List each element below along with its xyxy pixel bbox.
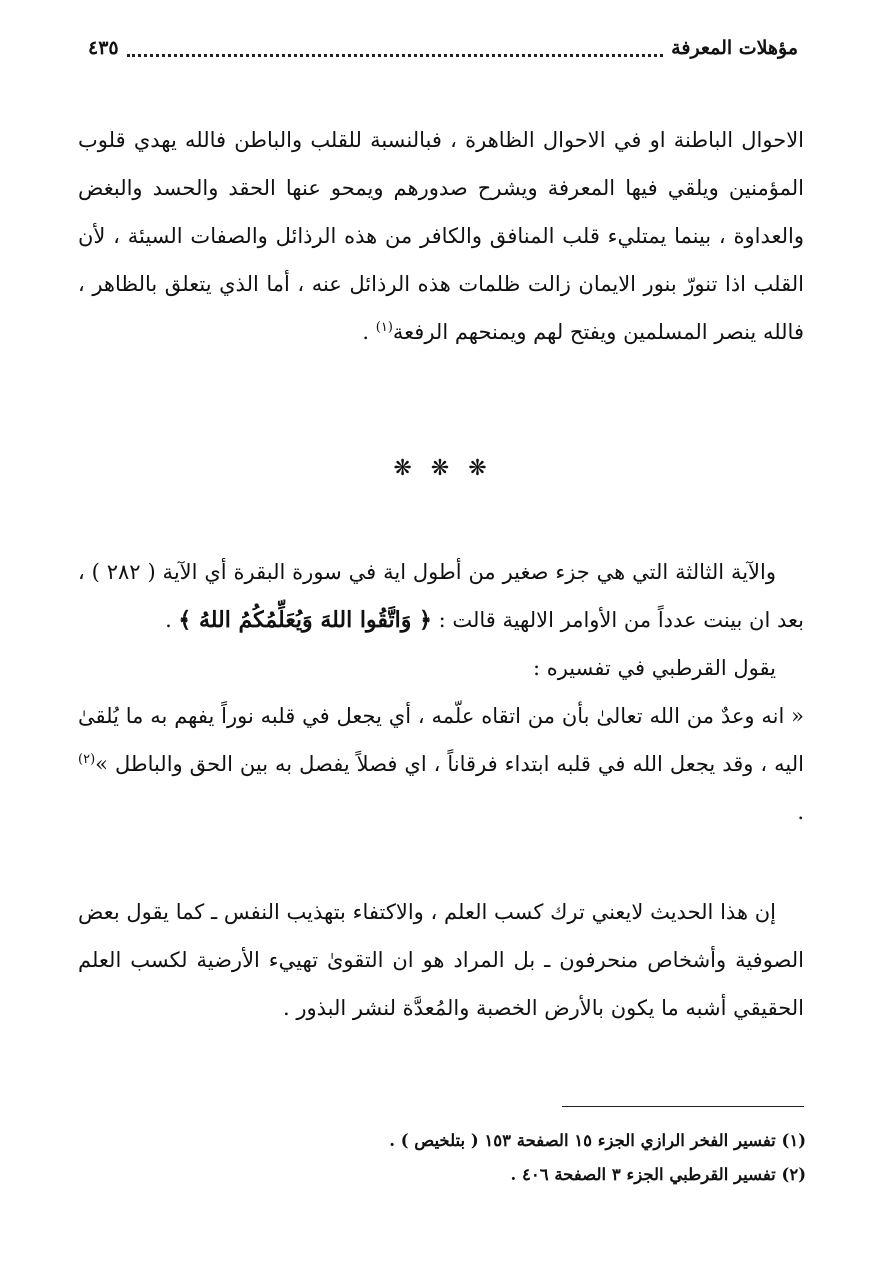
paragraph-2-text: والآية الثالثة التي هي جزء صغير من أطول اية في سورة البقرة أي الآية ( ٢٨٢ ) ، بعد ان بينت عدداً من الأوامر الالهية قالت : xyxy=(78,560,804,632)
leader-dots xyxy=(127,44,664,57)
quran-verse: ﴿ وَاتَّقُوا اللهَ وَيُعَلِّمُكُمُ اللهُ ﴾ xyxy=(178,607,432,633)
paragraph-4-text: إن هذا الحديث لايعني ترك كسب العلم ، والاكتفاء بتهذيب النفس ـ كما يقول بعض الصوفية وأشخاص منحرفون ـ بل المراد هو ان التقوىٰ تهييء الأرضية لكسب العلم الحقيقي أشبه ما يكون بالأرض الخصبة والمُعدَّة لنشر البذور . xyxy=(78,900,804,1020)
paragraph-2 xyxy=(78,548,804,836)
paragraph-1 xyxy=(78,116,804,356)
footnotes xyxy=(100,1124,806,1192)
footnote-rule xyxy=(562,1106,804,1107)
section-separator: ❋ ❋ ❋ xyxy=(393,456,493,481)
footnote-2: (٢) تفسير القرطبي الجزء ٣ الصفحة ٤٠٦ . xyxy=(510,1165,806,1184)
paragraph-3: يقول القرطبي في تفسيره : xyxy=(532,656,776,680)
quote-end: . xyxy=(797,800,804,824)
page-number: ٤٣٥ xyxy=(88,37,119,59)
paragraph-1-end: . xyxy=(362,320,376,344)
running-header xyxy=(88,30,798,66)
footnote-ref-1: (١) xyxy=(375,320,393,335)
footnote-1: (١) تفسير الفخر الرازي الجزء ١٥ الصفحة ١٥٣ ( بتلخيص ) . xyxy=(389,1131,806,1150)
qurtubi-quote: « انه وعدٌ من الله تعالىٰ بأن من اتقاه علّمه ، أي يجعل في قلبه نوراً يفهم به ما يُلقىٰ اليه ، وقد يجعل الله في قلبه ابتداء فرقاناً ، اي فصلاً يفصل به بين الحق والباطل » xyxy=(78,704,804,776)
paragraph-1-text: الاحوال الباطنة او في الاحوال الظاهرة ، فبالنسبة للقلب والباطن فالله يهدي قلوب المؤمنين ويلقي فيها المعرفة ويشرح صدورهم ويمحو عنها الحقد والحسد والبغض والعداوة ، بينما يمتليء قلب المنافق والكافر من هذه الرذائل والصفات السيئة ، لأن القلب اذا تنورّ بنور الايمان زالت ظلمات هذه الرذائل عنه ، أما الذي يتعلق بالظاهر ، فالله ينصر المسلمين ويفتح لهم ويمنحهم الرفعة xyxy=(78,128,804,344)
chapter-title: مؤهلات المعرفة xyxy=(671,37,798,59)
paragraph-4 xyxy=(78,888,804,1032)
footnote-ref-2: (٢) xyxy=(78,752,96,767)
paragraph-2-end: . xyxy=(165,608,179,632)
